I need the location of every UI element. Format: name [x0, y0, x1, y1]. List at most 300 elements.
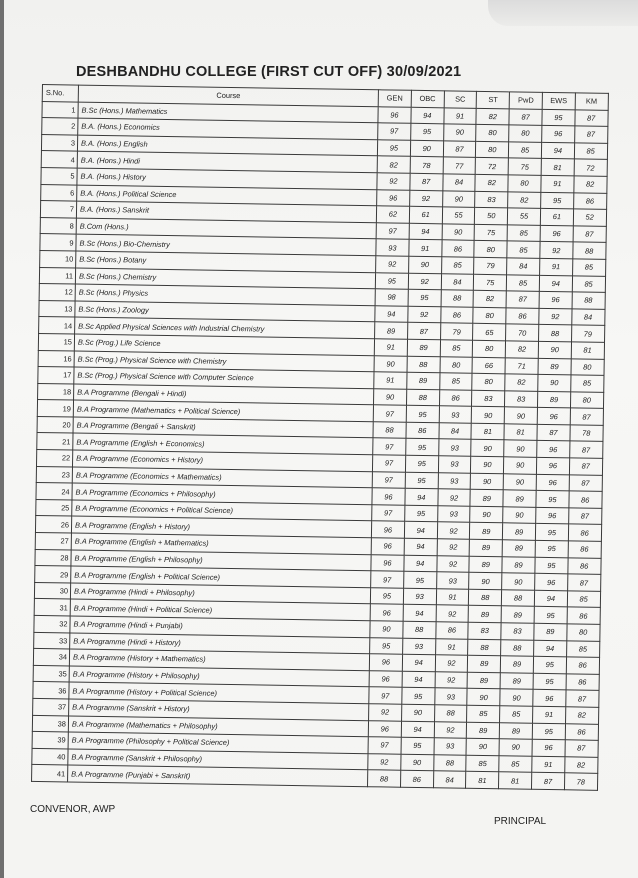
st-cutoff-cell: 90 — [469, 572, 502, 589]
km-cutoff-cell: 79 — [571, 325, 604, 342]
serial-number-cell: 35 — [33, 665, 69, 682]
course-name-cell: B.A Programme (History + Mathematics) — [69, 649, 369, 670]
gen-cutoff-cell: 97 — [372, 505, 405, 522]
sc-cutoff-cell: 84 — [442, 174, 475, 191]
gen-cutoff-cell: 97 — [369, 687, 402, 704]
pwd-cutoff-cell: 90 — [503, 473, 536, 490]
serial-number-cell: 5 — [41, 167, 77, 184]
sc-cutoff-cell: 92 — [435, 672, 468, 689]
ews-cutoff-cell: 89 — [534, 623, 567, 640]
pwd-cutoff-cell: 85 — [509, 142, 542, 159]
pwd-cutoff-cell: 85 — [507, 241, 540, 258]
st-cutoff-cell: 75 — [474, 224, 507, 241]
st-cutoff-cell: 89 — [469, 556, 502, 573]
serial-number-cell: 26 — [35, 516, 71, 533]
pwd-cutoff-cell: 81 — [504, 424, 537, 441]
pwd-cutoff-cell: 88 — [501, 639, 534, 656]
ews-cutoff-cell: 61 — [540, 209, 573, 226]
course-name-cell: B.A Programme (Mathematics + Philosophy) — [68, 716, 368, 737]
km-cutoff-cell: 87 — [574, 126, 607, 143]
sc-cutoff-cell: 91 — [435, 638, 468, 655]
course-name-cell: B.A Programme (Hindi + Philosophy) — [70, 583, 370, 604]
table-body — [32, 101, 608, 790]
ews-cutoff-cell: 81 — [541, 159, 574, 176]
sc-cutoff-cell: 84 — [433, 771, 466, 788]
st-cutoff-cell: 82 — [476, 108, 509, 125]
cutoff-table-wrapper — [31, 84, 608, 791]
serial-number-cell: 12 — [39, 284, 75, 301]
obc-cutoff-cell: 94 — [405, 489, 438, 506]
st-cutoff-cell: 80 — [473, 340, 506, 357]
ews-cutoff-cell: 95 — [533, 656, 566, 673]
pwd-cutoff-cell: 81 — [499, 772, 532, 789]
km-cutoff-cell: 82 — [574, 176, 607, 193]
serial-number-cell: 32 — [34, 615, 70, 632]
pwd-cutoff-cell: 88 — [502, 590, 535, 607]
sc-cutoff-cell: 93 — [434, 688, 467, 705]
course-name-cell: B.Sc (Hons.) Physics — [75, 284, 375, 305]
ews-cutoff-cell: 95 — [536, 491, 569, 508]
sc-cutoff-cell: 93 — [438, 439, 471, 456]
ews-cutoff-cell: 96 — [540, 225, 573, 242]
pwd-cutoff-cell: 89 — [499, 722, 532, 739]
course-name-cell: B.A Programme (Sanskrit + Philosophy) — [68, 749, 368, 770]
km-cutoff-cell: 82 — [565, 707, 598, 724]
obc-cutoff-cell: 94 — [409, 223, 442, 240]
obc-cutoff-cell: 95 — [403, 571, 436, 588]
course-name-cell: B.Sc (Prog.) Physical Science with Chemistry — [74, 351, 374, 372]
obc-cutoff-cell: 94 — [404, 538, 437, 555]
pwd-cutoff-cell: 89 — [503, 490, 536, 507]
course-name-cell: B.A Programme (Economics + Philosophy) — [72, 483, 372, 504]
serial-number-cell: 14 — [39, 317, 75, 334]
ews-cutoff-cell: 90 — [538, 374, 571, 391]
document-page — [4, 0, 638, 878]
ews-cutoff-cell: 89 — [538, 358, 571, 375]
serial-number-cell: 28 — [35, 549, 71, 566]
ews-cutoff-cell: 92 — [539, 308, 572, 325]
st-cutoff-cell: 65 — [473, 324, 506, 341]
course-name-cell: B.A. (Hons.) Sanskrit — [76, 201, 376, 222]
sc-cutoff-cell: 92 — [437, 539, 470, 556]
st-cutoff-cell: 89 — [468, 606, 501, 623]
paper-fold — [488, 0, 638, 26]
km-cutoff-cell: 78 — [564, 773, 597, 790]
sc-cutoff-cell: 88 — [441, 290, 474, 307]
sc-cutoff-cell: 90 — [442, 224, 475, 241]
st-cutoff-cell: 81 — [471, 423, 504, 440]
km-cutoff-cell: 80 — [571, 358, 604, 375]
st-cutoff-cell: 82 — [473, 290, 506, 307]
gen-cutoff-cell: 95 — [375, 272, 408, 289]
pwd-cutoff-cell: 86 — [506, 308, 539, 325]
obc-cutoff-cell: 88 — [407, 356, 440, 373]
sc-cutoff-cell: 91 — [444, 107, 477, 124]
pwd-cutoff-cell: 89 — [503, 523, 536, 540]
sc-cutoff-cell: 55 — [442, 207, 475, 224]
ews-cutoff-cell: 96 — [535, 574, 568, 591]
course-name-cell: B.A Programme (English + Philosophy) — [71, 550, 371, 571]
obc-cutoff-cell: 94 — [401, 721, 434, 738]
serial-number-cell: 10 — [40, 250, 76, 267]
course-name-cell: B.Sc (Hons.) Zoology — [75, 301, 375, 322]
st-cutoff-cell: 90 — [470, 506, 503, 523]
km-cutoff-cell: 86 — [567, 607, 600, 624]
km-cutoff-cell: 87 — [575, 109, 608, 126]
sc-cutoff-cell: 85 — [440, 340, 473, 357]
st-cutoff-cell: 85 — [466, 755, 499, 772]
ews-cutoff-cell: 96 — [537, 408, 570, 425]
ews-cutoff-cell: 96 — [536, 457, 569, 474]
obc-cutoff-cell: 95 — [402, 688, 435, 705]
pwd-cutoff-cell: 82 — [508, 191, 541, 208]
pwd-cutoff-cell: 84 — [507, 258, 540, 275]
course-name-cell: B.A Programme (English + Political Science) — [71, 566, 371, 587]
serial-number-cell: 17 — [38, 367, 74, 384]
principal-signature-label: PRINCIPAL — [494, 816, 547, 827]
obc-cutoff-cell: 95 — [410, 123, 443, 140]
gen-cutoff-cell: 96 — [371, 538, 404, 555]
km-cutoff-cell: 52 — [573, 209, 606, 226]
ews-cutoff-cell: 87 — [531, 773, 564, 790]
column-header: GEN — [378, 90, 411, 107]
st-cutoff-cell: 90 — [471, 473, 504, 490]
km-cutoff-cell: 72 — [574, 159, 607, 176]
serial-number-cell: 21 — [37, 433, 73, 450]
pwd-cutoff-cell: 82 — [505, 374, 538, 391]
serial-number-cell: 25 — [36, 499, 72, 516]
st-cutoff-cell: 89 — [468, 655, 501, 672]
sc-cutoff-cell: 92 — [435, 655, 468, 672]
km-cutoff-cell: 86 — [568, 541, 601, 558]
course-name-cell: B.A Programme (History + Political Science) — [69, 682, 369, 703]
km-cutoff-cell: 82 — [565, 757, 598, 774]
pwd-cutoff-cell: 90 — [499, 739, 532, 756]
km-cutoff-cell: 84 — [572, 309, 605, 326]
course-name-cell: B.A. (Hons.) Political Science — [77, 185, 377, 206]
serial-number-cell: 3 — [41, 134, 77, 151]
course-name-cell: B.A Programme (Economics + Mathematics) — [72, 467, 372, 488]
km-cutoff-cell: 87 — [567, 574, 600, 591]
km-cutoff-cell: 86 — [568, 557, 601, 574]
obc-cutoff-cell: 90 — [410, 140, 443, 157]
gen-cutoff-cell: 96 — [378, 106, 411, 123]
cutoff-table — [31, 84, 608, 791]
course-name-cell: B.Sc (Hons.) Mathematics — [78, 102, 378, 123]
serial-number-cell: 34 — [33, 649, 69, 666]
km-cutoff-cell: 80 — [570, 392, 603, 409]
course-name-cell: B.A Programme (Punjabi + Sanskrit) — [68, 765, 368, 786]
gen-cutoff-cell: 95 — [377, 140, 410, 157]
gen-cutoff-cell: 96 — [369, 654, 402, 671]
st-cutoff-cell: 83 — [468, 622, 501, 639]
course-name-cell: B.Sc (Hons.) Botany — [76, 251, 376, 272]
ews-cutoff-cell: 94 — [534, 640, 567, 657]
obc-cutoff-cell: 90 — [408, 256, 441, 273]
st-cutoff-cell: 90 — [472, 407, 505, 424]
km-cutoff-cell: 88 — [572, 292, 605, 309]
gen-cutoff-cell: 96 — [371, 554, 404, 571]
st-cutoff-cell: 90 — [466, 738, 499, 755]
gen-cutoff-cell: 93 — [376, 239, 409, 256]
km-cutoff-cell: 87 — [573, 226, 606, 243]
ews-cutoff-cell: 96 — [536, 474, 569, 491]
ews-cutoff-cell: 87 — [537, 424, 570, 441]
column-header: PwD — [509, 92, 542, 109]
course-name-cell: B.A Programme (Bengali + Sanskrit) — [73, 417, 373, 438]
st-cutoff-cell: 80 — [473, 307, 506, 324]
serial-number-cell: 33 — [34, 632, 70, 649]
gen-cutoff-cell: 91 — [374, 372, 407, 389]
sc-cutoff-cell: 91 — [436, 589, 469, 606]
st-cutoff-cell: 89 — [470, 490, 503, 507]
pwd-cutoff-cell: 80 — [508, 175, 541, 192]
obc-cutoff-cell: 92 — [408, 273, 441, 290]
gen-cutoff-cell: 96 — [368, 720, 401, 737]
ews-cutoff-cell: 96 — [537, 441, 570, 458]
obc-cutoff-cell: 94 — [402, 671, 435, 688]
pwd-cutoff-cell: 71 — [505, 357, 538, 374]
sc-cutoff-cell: 86 — [439, 389, 472, 406]
obc-cutoff-cell: 61 — [409, 206, 442, 223]
sc-cutoff-cell: 86 — [441, 240, 474, 257]
serial-number-cell: 40 — [32, 748, 68, 765]
serial-number-cell: 22 — [36, 450, 72, 467]
obc-cutoff-cell: 90 — [401, 704, 434, 721]
km-cutoff-cell: 86 — [565, 723, 598, 740]
serial-number-cell: 6 — [41, 184, 77, 201]
pwd-cutoff-cell: 90 — [502, 573, 535, 590]
course-name-cell: B.Sc (Prog.) Life Science — [74, 334, 374, 355]
gen-cutoff-cell: 97 — [371, 571, 404, 588]
pwd-cutoff-cell: 87 — [509, 108, 542, 125]
gen-cutoff-cell: 92 — [377, 173, 410, 190]
st-cutoff-cell: 89 — [467, 672, 500, 689]
sc-cutoff-cell: 80 — [440, 356, 473, 373]
km-cutoff-cell: 86 — [568, 524, 601, 541]
ews-cutoff-cell: 96 — [536, 507, 569, 524]
ews-cutoff-cell: 94 — [534, 590, 567, 607]
st-cutoff-cell: 80 — [476, 125, 509, 142]
sc-cutoff-cell: 93 — [437, 506, 470, 523]
sc-cutoff-cell: 77 — [443, 157, 476, 174]
gen-cutoff-cell: 97 — [372, 455, 405, 472]
obc-cutoff-cell: 94 — [404, 522, 437, 539]
course-name-cell: B.Sc (Hons.) Chemistry — [75, 268, 375, 289]
course-name-cell: B.Com (Hons.) — [76, 218, 376, 239]
gen-cutoff-cell: 90 — [374, 355, 407, 372]
gen-cutoff-cell: 97 — [373, 438, 406, 455]
ews-cutoff-cell: 91 — [533, 706, 566, 723]
course-name-cell: B.A Programme (English + Economics) — [73, 433, 373, 454]
gen-cutoff-cell: 90 — [373, 388, 406, 405]
st-cutoff-cell: 83 — [472, 390, 505, 407]
st-cutoff-cell: 82 — [475, 174, 508, 191]
serial-number-cell: 30 — [34, 582, 70, 599]
obc-cutoff-cell: 95 — [406, 439, 439, 456]
st-cutoff-cell: 90 — [471, 456, 504, 473]
pwd-cutoff-cell: 90 — [503, 507, 536, 524]
obc-cutoff-cell: 89 — [407, 339, 440, 356]
obc-cutoff-cell: 90 — [401, 754, 434, 771]
obc-cutoff-cell: 86 — [406, 422, 439, 439]
km-cutoff-cell: 81 — [571, 342, 604, 359]
obc-cutoff-cell: 95 — [405, 472, 438, 489]
km-cutoff-cell: 87 — [569, 474, 602, 491]
pwd-cutoff-cell: 90 — [504, 407, 537, 424]
course-name-cell: B.Sc Applied Physical Sciences with Industrial Chemistry — [75, 317, 375, 338]
pwd-cutoff-cell: 85 — [500, 706, 533, 723]
gen-cutoff-cell: 97 — [378, 123, 411, 140]
serial-number-cell: 18 — [38, 383, 74, 400]
sc-cutoff-cell: 90 — [443, 124, 476, 141]
course-name-cell: B.Sc (Hons.) Bio-Chemistry — [76, 234, 376, 255]
gen-cutoff-cell: 96 — [370, 604, 403, 621]
gen-cutoff-cell: 62 — [376, 206, 409, 223]
ews-cutoff-cell: 91 — [541, 175, 574, 192]
serial-number-cell: 36 — [33, 682, 69, 699]
course-name-cell: B.A Programme (English + Mathematics) — [71, 533, 371, 554]
ews-cutoff-cell: 88 — [539, 325, 572, 342]
sc-cutoff-cell: 86 — [435, 622, 468, 639]
km-cutoff-cell: 86 — [566, 674, 599, 691]
sc-cutoff-cell: 84 — [441, 273, 474, 290]
st-cutoff-cell: 90 — [471, 440, 504, 457]
ews-cutoff-cell: 94 — [539, 275, 572, 292]
obc-cutoff-cell: 94 — [411, 107, 444, 124]
page-title: DESHBANDHU COLLEGE (FIRST CUT OFF) 30/09/2021 — [76, 64, 462, 80]
pwd-cutoff-cell: 87 — [506, 291, 539, 308]
sc-cutoff-cell: 93 — [439, 406, 472, 423]
ews-cutoff-cell: 95 — [535, 557, 568, 574]
serial-number-cell: 41 — [32, 765, 68, 782]
course-name-cell: B.A Programme (History + Philosophy) — [69, 666, 369, 687]
obc-cutoff-cell: 92 — [409, 190, 442, 207]
pwd-cutoff-cell: 89 — [501, 606, 534, 623]
km-cutoff-cell: 86 — [569, 491, 602, 508]
obc-cutoff-cell: 86 — [400, 771, 433, 788]
sc-cutoff-cell: 84 — [439, 423, 472, 440]
ews-cutoff-cell: 91 — [540, 258, 573, 275]
pwd-cutoff-cell: 83 — [501, 623, 534, 640]
gen-cutoff-cell: 98 — [375, 289, 408, 306]
gen-cutoff-cell: 92 — [369, 704, 402, 721]
serial-number-cell: 37 — [33, 698, 69, 715]
gen-cutoff-cell: 97 — [373, 405, 406, 422]
obc-cutoff-cell: 91 — [409, 240, 442, 257]
obc-cutoff-cell: 95 — [401, 737, 434, 754]
sc-cutoff-cell: 88 — [433, 754, 466, 771]
km-cutoff-cell: 85 — [572, 275, 605, 292]
gen-cutoff-cell: 97 — [372, 471, 405, 488]
pwd-cutoff-cell: 70 — [506, 324, 539, 341]
km-cutoff-cell: 87 — [566, 690, 599, 707]
ews-cutoff-cell: 91 — [532, 756, 565, 773]
course-name-cell: B.A Programme (English + History) — [71, 516, 371, 537]
sc-cutoff-cell: 85 — [439, 373, 472, 390]
sc-cutoff-cell: 93 — [434, 738, 467, 755]
course-name-cell: B.A Programme (Hindi + History) — [70, 633, 370, 654]
st-cutoff-cell: 79 — [474, 257, 507, 274]
km-cutoff-cell: 88 — [573, 242, 606, 259]
st-cutoff-cell: 85 — [467, 705, 500, 722]
serial-number-cell: 2 — [42, 118, 78, 135]
sc-cutoff-cell: 93 — [438, 472, 471, 489]
ews-cutoff-cell: 89 — [537, 391, 570, 408]
obc-cutoff-cell: 94 — [402, 654, 435, 671]
obc-cutoff-cell: 87 — [410, 173, 443, 190]
obc-cutoff-cell: 94 — [403, 605, 436, 622]
sc-cutoff-cell: 88 — [434, 705, 467, 722]
obc-cutoff-cell: 95 — [406, 406, 439, 423]
ews-cutoff-cell: 96 — [539, 291, 572, 308]
ews-cutoff-cell: 90 — [538, 341, 571, 358]
pwd-cutoff-cell: 83 — [505, 390, 538, 407]
serial-number-cell: 16 — [38, 350, 74, 367]
gen-cutoff-cell: 90 — [370, 621, 403, 638]
pwd-cutoff-cell: 55 — [508, 208, 541, 225]
column-header: SC — [444, 91, 477, 108]
sc-cutoff-cell: 90 — [442, 190, 475, 207]
km-cutoff-cell: 85 — [567, 591, 600, 608]
gen-cutoff-cell: 88 — [368, 770, 401, 787]
column-header: EWS — [542, 92, 575, 109]
gen-cutoff-cell: 95 — [370, 588, 403, 605]
st-cutoff-cell: 89 — [467, 722, 500, 739]
course-name-cell: B.A Programme (Economics + Political Science) — [72, 500, 372, 521]
st-cutoff-cell: 89 — [470, 523, 503, 540]
ews-cutoff-cell: 95 — [533, 673, 566, 690]
gen-cutoff-cell: 96 — [377, 189, 410, 206]
serial-number-cell: 20 — [37, 416, 73, 433]
gen-cutoff-cell: 97 — [368, 737, 401, 754]
km-cutoff-cell: 85 — [574, 143, 607, 160]
st-cutoff-cell: 80 — [472, 373, 505, 390]
ews-cutoff-cell: 95 — [532, 723, 565, 740]
obc-cutoff-cell: 95 — [405, 455, 438, 472]
pwd-cutoff-cell: 89 — [502, 540, 535, 557]
sc-cutoff-cell: 93 — [436, 572, 469, 589]
pwd-cutoff-cell: 85 — [506, 274, 539, 291]
ews-cutoff-cell: 95 — [542, 109, 575, 126]
ews-cutoff-cell: 94 — [541, 142, 574, 159]
st-cutoff-cell: 90 — [467, 689, 500, 706]
st-cutoff-cell: 81 — [466, 772, 499, 789]
pwd-cutoff-cell: 89 — [502, 556, 535, 573]
gen-cutoff-cell: 96 — [372, 488, 405, 505]
ews-cutoff-cell: 96 — [533, 690, 566, 707]
column-header: OBC — [411, 90, 444, 107]
pwd-cutoff-cell: 89 — [500, 673, 533, 690]
st-cutoff-cell: 75 — [474, 274, 507, 291]
km-cutoff-cell: 86 — [566, 657, 599, 674]
gen-cutoff-cell: 92 — [368, 753, 401, 770]
sc-cutoff-cell: 85 — [441, 257, 474, 274]
serial-number-cell: 24 — [36, 483, 72, 500]
km-cutoff-cell: 78 — [570, 425, 603, 442]
serial-number-cell: 38 — [32, 715, 68, 732]
gen-cutoff-cell: 91 — [374, 339, 407, 356]
obc-cutoff-cell: 95 — [408, 289, 441, 306]
course-name-cell: B.Sc (Prog.) Physical Science with Computer Science — [74, 367, 374, 388]
km-cutoff-cell: 85 — [572, 259, 605, 276]
sc-cutoff-cell: 79 — [440, 323, 473, 340]
gen-cutoff-cell: 97 — [376, 223, 409, 240]
km-cutoff-cell: 87 — [570, 408, 603, 425]
km-cutoff-cell: 87 — [568, 508, 601, 525]
serial-number-cell: 1 — [42, 101, 78, 118]
gen-cutoff-cell: 88 — [373, 422, 406, 439]
